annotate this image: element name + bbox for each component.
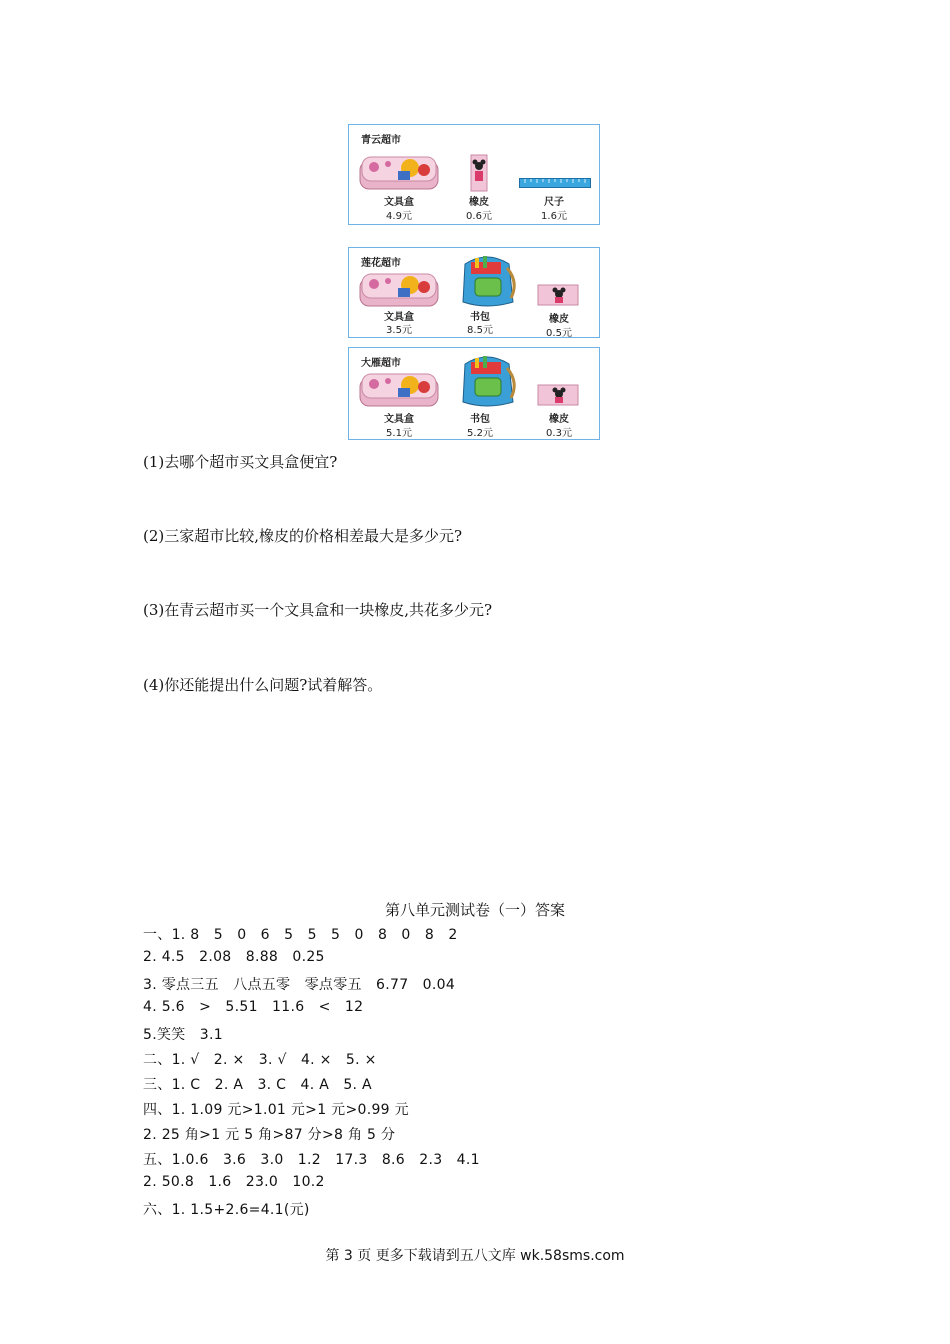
- page-footer: 第 3 页 更多下载请到五八文库 wk.58sms.com: [325, 1248, 625, 1264]
- item-name: 尺子: [544, 197, 564, 208]
- item-price: 8.5元: [467, 325, 493, 336]
- ruler-icon: [519, 178, 591, 188]
- item-pencil-case: [359, 410, 439, 440]
- eraser-icon: [537, 384, 579, 406]
- answer-line: 2. 25 角>1 元 5 角>87 分>8 角 5 分: [143, 1127, 396, 1143]
- eraser-icon: [537, 284, 579, 306]
- item-price: 5.1元: [386, 428, 412, 439]
- item-price: 3.5元: [386, 325, 412, 336]
- item-name: 文具盒: [384, 197, 414, 208]
- eraser-icon: [470, 154, 488, 192]
- question-4: (4)你还能提出什么问题?试着解答。: [143, 676, 383, 694]
- answer-line: 3. 零点三五 八点五零 零点零五 6.77 0.04: [143, 977, 456, 993]
- item-name: 文具盒: [384, 312, 414, 323]
- item-name: 橡皮: [549, 314, 569, 325]
- item-backpack: [450, 308, 510, 338]
- store-name: 莲花超市: [361, 258, 401, 269]
- item-ruler: [524, 193, 584, 223]
- item-name: 书包: [470, 414, 490, 425]
- item-pencil-case: [359, 308, 439, 338]
- store-card-dayan: [348, 347, 600, 440]
- item-backpack: [450, 410, 510, 440]
- pencil-case-icon: [358, 155, 440, 193]
- question-3: (3)在青云超市买一个文具盒和一块橡皮,共花多少元?: [143, 601, 493, 619]
- item-eraser: [529, 410, 589, 440]
- store-name: 青云超市: [361, 135, 401, 146]
- item-name: 橡皮: [549, 414, 569, 425]
- backpack-icon: [457, 352, 519, 410]
- answer-line: 五、1.0.6 3.6 3.0 1.2 17.3 8.6 2.3 4.1: [143, 1152, 480, 1168]
- answer-line: 三、1. C 2. A 3. C 4. A 5. A: [143, 1077, 372, 1093]
- item-name: 文具盒: [384, 414, 414, 425]
- store-card-qingyun: [348, 124, 600, 225]
- item-pencil-case: [359, 193, 439, 223]
- question-1: (1)去哪个超市买文具盒便宜?: [143, 453, 338, 471]
- answer-line: 二、1. √ 2. × 3. √ 4. × 5. ×: [143, 1052, 377, 1068]
- store-card-lianhua: [348, 247, 600, 338]
- pencil-case-icon: [358, 272, 440, 310]
- item-name: 橡皮: [469, 197, 489, 208]
- question-2: (2)三家超市比较,橡皮的价格相差最大是多少元?: [143, 527, 463, 545]
- answers-title: 第八单元测试卷（一）答案: [384, 901, 565, 919]
- store-name: 大雁超市: [361, 358, 401, 369]
- answer-line: 四、1. 1.09 元>1.01 元>1 元>0.99 元: [143, 1102, 409, 1118]
- answer-line: 5.笑笑 3.1: [143, 1027, 223, 1043]
- item-name: 书包: [470, 312, 490, 323]
- answer-line: 2. 4.5 2.08 8.88 0.25: [143, 949, 325, 965]
- item-price: 1.6元: [541, 211, 567, 222]
- answer-line: 4. 5.6 > 5.51 11.6 < 12: [143, 999, 364, 1015]
- item-price: 4.9元: [386, 211, 412, 222]
- pencil-case-icon: [358, 372, 440, 410]
- answer-line: 六、1. 1.5+2.6=4.1(元): [143, 1202, 310, 1218]
- backpack-icon: [457, 252, 519, 310]
- item-eraser: [529, 308, 589, 338]
- answer-line: 一、1. 8 5 0 6 5 5 5 0 8 0 8 2: [143, 927, 458, 943]
- item-price: 0.6元: [466, 211, 492, 222]
- item-eraser: [449, 193, 509, 223]
- item-price: 0.5元: [546, 328, 572, 339]
- answer-line: 2. 50.8 1.6 23.0 10.2: [143, 1174, 325, 1190]
- item-price: 0.3元: [546, 428, 572, 439]
- item-price: 5.2元: [467, 428, 493, 439]
